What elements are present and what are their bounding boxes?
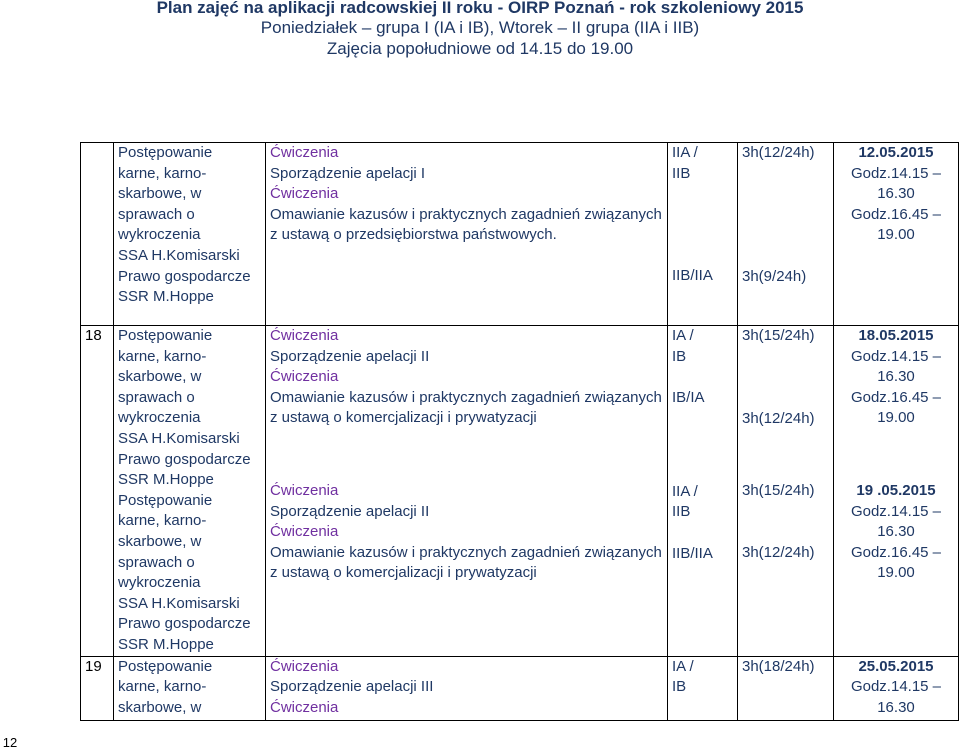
- class-topic-cont: z ustawą o komercjalizacji i prywatyzacji: [270, 564, 537, 582]
- schedule-table: [80, 142, 959, 721]
- class-type-label: Ćwiczenia: [270, 523, 339, 541]
- class-topic: Sporządzenie apelacji III: [270, 678, 434, 696]
- subject-cell: Postępowanie karne, karno- skarbowe, w sprawach o wykroczenia SSA H.Komisarski Prawo gospodarcze SSR M.Hoppe: [114, 143, 266, 326]
- subject-cell: Postępowanie karne, karno- skarbowe, w sprawach o wykroczenia SSA H.Komisarski Prawo gospodarcze SSR M.Hoppe Postępowanie karne, karno- skarbowe, w sprawach o wykroczenia SSA H.Komisarski Prawo gospodarcze SSR M.Hoppe: [114, 326, 266, 657]
- date-cell: 25.05.2015 Godz.14.15 – 16.30: [834, 656, 959, 720]
- class-topic: Sporządzenie apelacji II: [270, 502, 430, 520]
- hours-cell: 3h(15/24h) 3h(12/24h) 3h(15/24h) 3h(12/24h): [738, 326, 834, 657]
- row-number: 19: [81, 656, 114, 720]
- class-topics-cell: [266, 326, 668, 657]
- table-row: [81, 143, 959, 326]
- date-label: 12.05.2015: [858, 144, 934, 161]
- class-type-label: Ćwiczenia: [270, 185, 339, 203]
- class-type-label: Ćwiczenia: [270, 481, 339, 499]
- class-type-label: Ćwiczenia: [270, 368, 339, 386]
- class-topic: Sporządzenie apelacji II: [270, 347, 430, 365]
- hours-cell: 3h(18/24h): [738, 656, 834, 720]
- date-cell: 18.05.2015 Godz.14.15 – 16.30 Godz.16.45 – 19.00 19 .05.2015 Godz.14.15 – 16.30 Godz.16.45 – 19.00: [834, 326, 959, 657]
- class-type-label: Ćwiczenia: [270, 698, 339, 716]
- class-topics-cell: [266, 143, 668, 326]
- group-cell: IIA / IIB IIB/IIA: [668, 143, 738, 326]
- class-topic-cont: z ustawą o przedsiębiorstwa państwowych.: [270, 226, 557, 244]
- class-type-label: Ćwiczenia: [270, 657, 339, 675]
- table-row: [81, 326, 959, 657]
- class-topic: Omawianie kazusów i praktycznych zagadnień związanych: [270, 543, 662, 561]
- class-topic: Omawianie kazusów i praktycznych zagadnień związanych: [270, 205, 662, 223]
- class-type-label: Ćwiczenia: [270, 144, 339, 161]
- subject-cell: Postępowanie karne, karno- skarbowe, w: [114, 656, 266, 720]
- page-number: 12: [2, 735, 18, 750]
- group-cell: IA / IB IB/IA IIA / IIB IIB/IIA: [668, 326, 738, 657]
- date-label: 19 .05.2015: [856, 481, 936, 499]
- group-cell: IA / IB: [668, 656, 738, 720]
- date-label: 25.05.2015: [858, 657, 934, 675]
- class-topics-cell: [266, 656, 668, 720]
- date-cell: 12.05.2015 Godz.14.15 – 16.30 Godz.16.45 – 19.00: [834, 143, 959, 326]
- class-topic-cont: z ustawą o komercjalizacji i prywatyzacji: [270, 409, 537, 427]
- class-topic: Sporządzenie apelacji I: [270, 164, 426, 182]
- page-title: Plan zajęć na aplikacji radcowskiej II roku - OIRP Poznań - rok szkoleniowy 2015: [156, 0, 804, 17]
- date-label: 18.05.2015: [858, 327, 934, 344]
- groups-subtitle: Poniedziałek – grupa I (IA i IB), Wtorek – II grupa (IIA i IIB): [260, 18, 700, 37]
- class-type-label: Ćwiczenia: [270, 327, 339, 344]
- row-number: 18: [81, 326, 114, 657]
- hours-subtitle: Zajęcia popołudniowe od 14.15 do 19.00: [326, 39, 634, 58]
- table-row: [81, 656, 959, 720]
- hours-cell: 3h(12/24h) 3h(9/24h): [738, 143, 834, 326]
- class-topic: Omawianie kazusów i praktycznych zagadnień związanych: [270, 388, 662, 406]
- row-number: [81, 143, 114, 326]
